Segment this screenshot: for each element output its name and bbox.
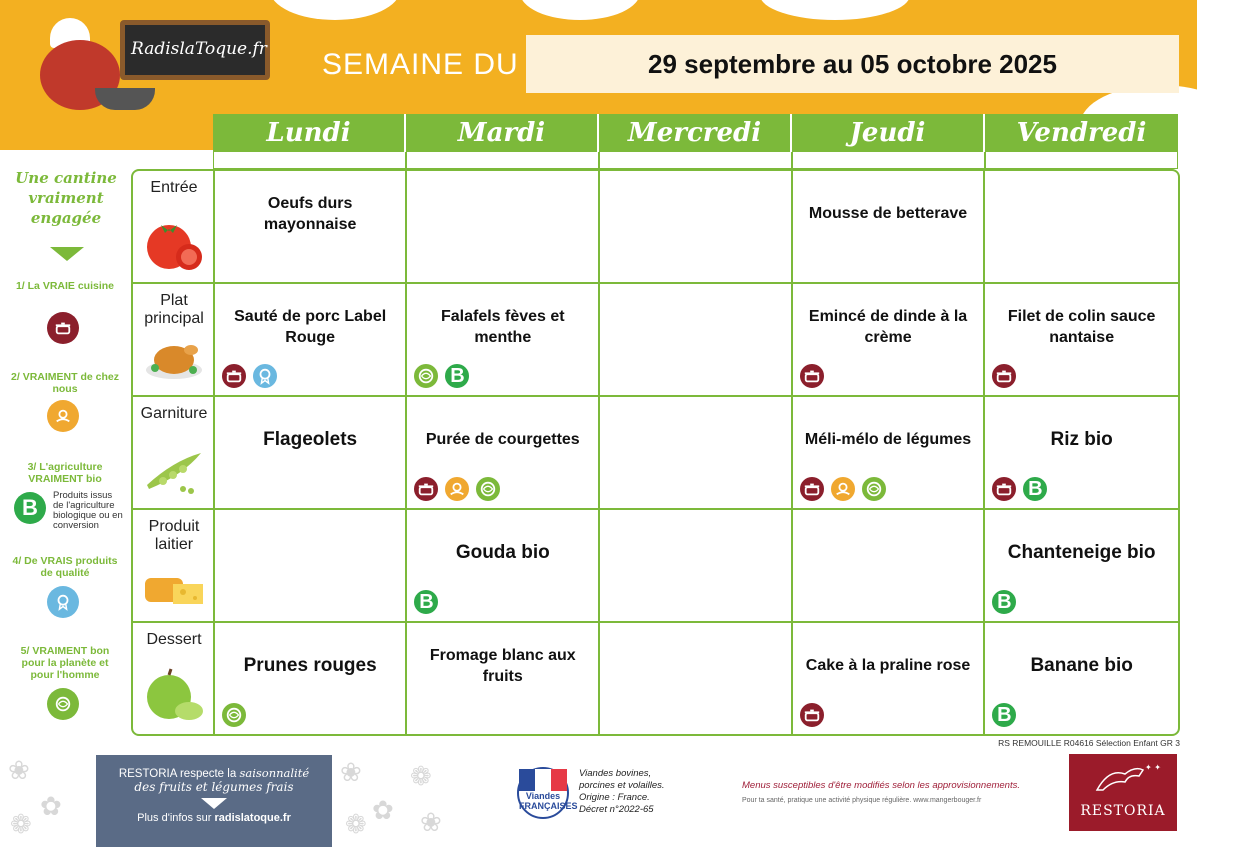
dish-name [215, 510, 406, 595]
badge-list [412, 475, 502, 503]
cooking-pot-icon [220, 362, 248, 390]
menu-cell [600, 284, 793, 395]
cheese-icon [143, 554, 205, 610]
sidebar-item-local: 2/ VRAIMENT de chez nous [11, 371, 119, 395]
sidebar-title: Une cantine vraiment engagée [15, 169, 117, 227]
category-cell [133, 510, 215, 621]
local-farm-icon [47, 400, 79, 432]
menu-row-garniture [133, 397, 1178, 510]
menu-cell [985, 284, 1178, 395]
dish-name: Chanteneige bio [1007, 542, 1156, 563]
dish-name: Oeufs durs mayonnaise [263, 194, 357, 233]
category-label: Plat principal [144, 292, 204, 327]
badge-list [798, 701, 826, 729]
menu-cell [407, 510, 600, 621]
svg-text:✦ ✦: ✦ ✦ [1145, 763, 1161, 772]
promo-link[interactable]: radislatoque.fr [214, 812, 291, 824]
promo-line-1-text: RESTORIA respecte la [118, 768, 237, 780]
menu-change-note: Menus susceptibles d'être modifiés selon les approvisionnements. [742, 780, 1020, 791]
day-header-row [213, 114, 1180, 152]
category-label: Dessert [146, 631, 202, 648]
dish-name: Prunes rouges [243, 655, 377, 676]
reference-code: RS REMOUILLE R04616 Sélection Enfant GR 3 [998, 738, 1180, 748]
bio-b-icon: B [443, 362, 471, 390]
week-label: SEMAINE DU [322, 48, 519, 81]
dish-name [793, 510, 984, 595]
dish-name: Emincé de dinde à la crème [808, 307, 968, 346]
category-label: Garniture [140, 405, 208, 422]
logo [120, 20, 270, 80]
dish-name: Gouda bio [455, 542, 550, 563]
cooking-pot-icon [47, 312, 79, 344]
dish-name: Purée de courgettes [425, 431, 580, 448]
dish-name: Riz bio [1050, 429, 1113, 450]
badge-list [990, 701, 1018, 729]
menu-cell [600, 623, 793, 734]
promo-line-3-text: Plus d'infos sur [137, 812, 212, 824]
viandes-info-line: Origine : France. [579, 792, 650, 803]
cooking-pot-icon [798, 701, 826, 729]
day-subheader [985, 152, 1178, 169]
bio-b-icon: B [990, 701, 1018, 729]
promo-line-1 [96, 766, 332, 780]
planet-leaf-icon [860, 475, 888, 503]
restoria-logo [1069, 754, 1177, 831]
cooking-pot-icon [412, 475, 440, 503]
day-subheader-row [213, 152, 1180, 169]
dish-name: Banane bio [1030, 655, 1133, 676]
day-subheader [599, 152, 792, 169]
promo-line-2: des fruits et légumes frais [134, 780, 294, 794]
dish-name: Mousse de betterave [808, 205, 968, 222]
menu-cell [985, 397, 1178, 508]
menu-cell [407, 284, 600, 395]
promo-line-1-emphasis: saisonnalité [239, 766, 310, 780]
health-note: Pour ta santé, pratique une activité physique régulière. www.mangerbouger.fr [742, 797, 982, 804]
pan-icon [95, 88, 155, 110]
category-cell [133, 397, 215, 508]
day-header-vendredi: Vendredi [985, 114, 1178, 152]
badge-list [990, 362, 1018, 390]
menu-cell [600, 510, 793, 621]
local-farm-icon [829, 475, 857, 503]
dish-name [407, 171, 598, 256]
dish-name [600, 171, 791, 256]
menu-grid [131, 169, 1180, 736]
sidebar-item-planete: 5/ VRAIMENT bon pour la planète et pour l'homme [20, 645, 110, 681]
dish-name: Filet de colin sauce nantaise [1007, 307, 1156, 346]
seasonality-promo[interactable] [96, 755, 332, 847]
menu-cell [600, 397, 793, 508]
day-header-jeudi: Jeudi [792, 114, 985, 152]
viandes-info-line: porcines et volailles. [579, 780, 665, 791]
date-box [526, 35, 1179, 93]
category-label: Entrée [150, 179, 198, 196]
day-subheader [406, 152, 599, 169]
french-flag-icon [519, 769, 567, 791]
badge-list [798, 475, 888, 503]
day-header-mercredi: Mercredi [599, 114, 792, 152]
menu-cell [793, 510, 986, 621]
menu-cell [793, 397, 986, 508]
menu-cell [793, 284, 986, 395]
sidebar-item-cuisine: 1/ La VRAIE cuisine [15, 280, 115, 292]
dish-name [600, 510, 791, 595]
viandes-info-line: Décret n°2022-65 [579, 804, 654, 815]
arrow-down-icon [201, 798, 227, 809]
tomato-icon [143, 215, 205, 271]
menu-row-entree [133, 171, 1178, 284]
badge-list [798, 362, 826, 390]
menu-cell [215, 623, 408, 734]
category-cell [133, 284, 215, 395]
quality-ribbon-icon [47, 586, 79, 618]
planet-leaf-icon [474, 475, 502, 503]
menu-cell [793, 171, 986, 282]
cooking-pot-icon [798, 362, 826, 390]
sidebar-item-bio: 3/ L'agriculture VRAIMENT bio [27, 461, 103, 485]
day-header-lundi: Lundi [213, 114, 406, 152]
peas-icon [143, 441, 205, 497]
viandes-info-line: Viandes bovines, [579, 768, 652, 779]
bio-b-icon: B [14, 492, 46, 524]
menu-cell [407, 397, 600, 508]
category-cell [133, 171, 215, 282]
menu-cell [407, 171, 600, 282]
bio-b-icon: B [412, 588, 440, 616]
viandes-info [579, 768, 719, 816]
planet-leaf-icon [47, 688, 79, 720]
roast-chicken-icon [143, 328, 205, 384]
badge-list [220, 701, 248, 729]
menu-cell [793, 623, 986, 734]
badge-list [990, 588, 1018, 616]
day-header-mardi: Mardi [406, 114, 599, 152]
horse-icon [1089, 760, 1159, 794]
apple-icon [143, 667, 205, 723]
dish-name: Sauté de porc Label Rouge [234, 307, 387, 346]
dish-name: Fromage blanc aux fruits [429, 646, 576, 685]
menu-row-laitier [133, 510, 1178, 623]
dish-name [985, 171, 1178, 256]
arrow-down-icon [50, 247, 84, 261]
planet-leaf-icon [412, 362, 440, 390]
menu-cell [407, 623, 600, 734]
badge-list [990, 475, 1049, 503]
dish-name: Falafels fèves et menthe [440, 307, 565, 346]
date-range: 29 septembre au 05 octobre 2025 [648, 49, 1057, 79]
sidebar-item-qualite: 4/ De VRAIS produits de qualité [12, 555, 118, 579]
badge-list [412, 362, 471, 390]
bio-b-icon: B [990, 588, 1018, 616]
menu-cell [985, 510, 1178, 621]
planet-leaf-icon [220, 701, 248, 729]
restoria-logo-text: RESTORIA [1080, 803, 1166, 819]
menu-cell [215, 510, 408, 621]
menu-cell [985, 171, 1178, 282]
day-subheader [213, 152, 406, 169]
badge-list [220, 362, 279, 390]
cooking-pot-icon [798, 475, 826, 503]
menu-cell [985, 623, 1178, 734]
badge-list [412, 588, 440, 616]
viandes-francaises-logo [517, 767, 578, 819]
logo-text: RadislaToque.fr [131, 39, 267, 59]
local-farm-icon [443, 475, 471, 503]
footer-produce-pattern: ❀ ✿ ❁ ❀ ✿ ❁ ❀ ❁ [8, 756, 442, 840]
menu-cell [215, 284, 408, 395]
menu-cell [600, 171, 793, 282]
dish-name: Méli-mélo de légumes [804, 431, 972, 448]
cooking-pot-icon [990, 362, 1018, 390]
dish-name [600, 623, 791, 708]
bio-b-icon: B [1021, 475, 1049, 503]
menu-cell [215, 397, 408, 508]
cooking-pot-icon [990, 475, 1018, 503]
menu-row-dessert [133, 623, 1178, 734]
menu-row-plat [133, 284, 1178, 397]
dish-name: Flageolets [263, 429, 358, 450]
category-label: Produit laitier [148, 518, 200, 553]
promo-line-3 [96, 812, 332, 824]
bio-note: Produits issus de l'agriculture biologique ou en conversion [53, 490, 123, 531]
dish-name [600, 284, 791, 369]
menu-cell [215, 171, 408, 282]
viandes-logo-text: Viandes FRANÇAISES [519, 791, 578, 811]
day-subheader [792, 152, 985, 169]
dish-name [600, 397, 791, 482]
quality-ribbon-icon [251, 362, 279, 390]
dish-name: Cake à la praline rose [805, 657, 971, 674]
category-cell [133, 623, 215, 734]
